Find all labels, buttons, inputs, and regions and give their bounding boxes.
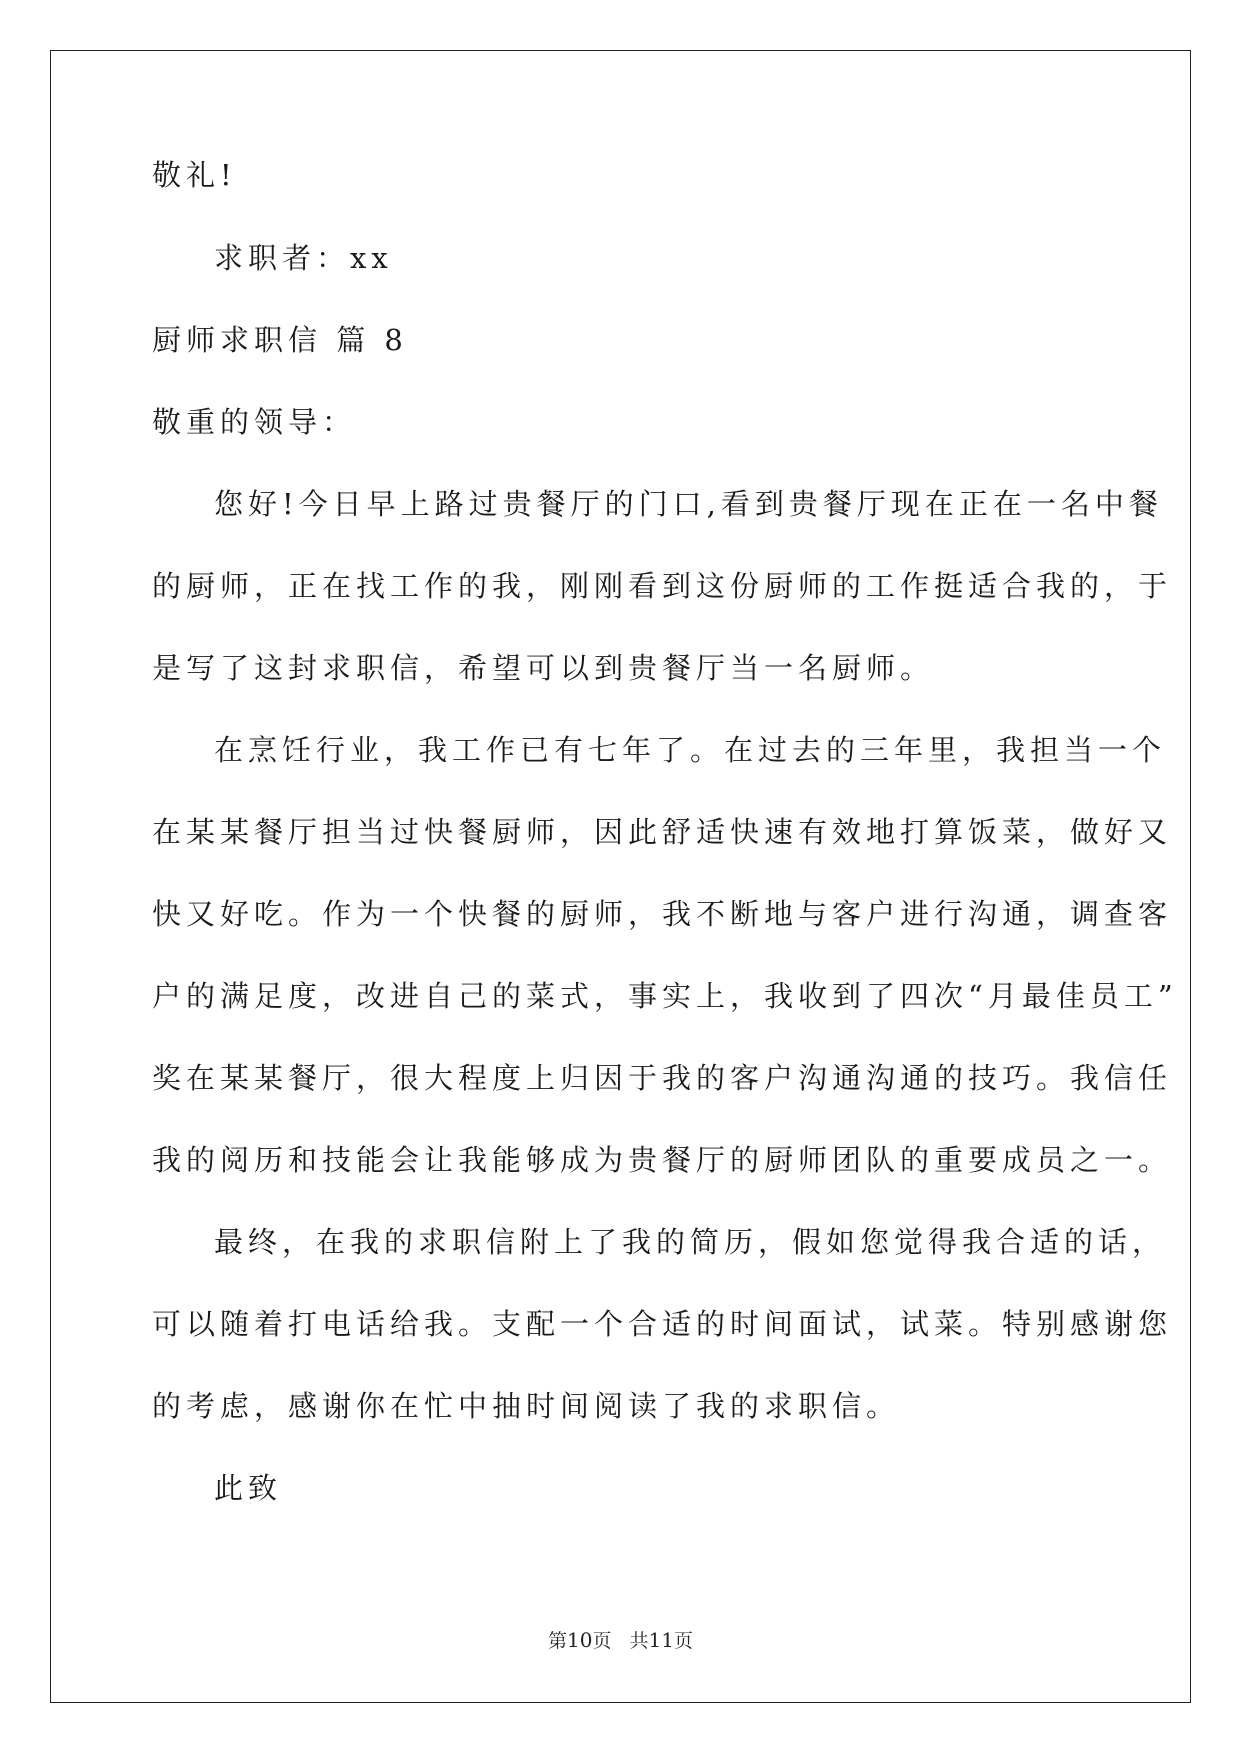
paragraph-line: 户的满足度，改进自己的菜式，事实上，我收到了四次“月最佳员工”	[152, 979, 1178, 1013]
paragraph-line: 是写了这封求职信，希望可以到贵餐厅当一名厨师。	[152, 651, 935, 685]
page-total: 11	[648, 1628, 674, 1652]
page-footer	[0, 1626, 1241, 1653]
paragraph-line: 快又好吃。作为一个快餐的厨师，我不断地与客户进行沟通，调查客	[152, 897, 1173, 931]
total-suffix: 页	[673, 1630, 693, 1652]
page-border	[50, 50, 1191, 1703]
paragraph-line: 我的阅历和技能会让我能够成为贵餐厅的厨师团队的重要成员之一。	[152, 1143, 1173, 1177]
section-heading: 厨师求职信 篇 8	[152, 323, 408, 357]
signature-line: 求职者：xx	[214, 241, 393, 275]
paragraph-line: 最终，在我的求职信附上了我的简历，假如您觉得我合适的话，	[214, 1225, 1167, 1259]
closing-salute: 敬礼!	[152, 158, 237, 192]
total-prefix: 共	[629, 1630, 649, 1652]
paragraph-line: 在烹饪行业，我工作已有七年了。在过去的三年里，我担当一个	[214, 733, 1167, 767]
page-current: 10	[567, 1628, 593, 1652]
paragraph-line: 可以随着打电话给我。支配一个合适的时间面试，试菜。特别感谢您	[152, 1307, 1173, 1341]
paragraph-line: 的考虑，感谢你在忙中抽时间阅读了我的求职信。	[152, 1389, 901, 1423]
closing-phrase: 此致	[214, 1471, 283, 1505]
page-mid: 页	[592, 1630, 612, 1652]
paragraph-line: 奖在某某餐厅，很大程度上归因于我的客户沟通沟通的技巧。我信任	[152, 1061, 1173, 1095]
paragraph-line: 在某某餐厅担当过快餐厨师，因此舒适快速有效地打算饭菜，做好又	[152, 815, 1173, 849]
salutation: 敬重的领导：	[152, 405, 357, 439]
paragraph-line: 您好!今日早上路过贵餐厅的门口,看到贵餐厅现在正在一名中餐	[214, 487, 1163, 521]
paragraph-line: 的厨师，正在找工作的我，刚刚看到这份厨师的工作挺适合我的，于	[152, 569, 1173, 603]
page-prefix: 第	[548, 1630, 568, 1652]
